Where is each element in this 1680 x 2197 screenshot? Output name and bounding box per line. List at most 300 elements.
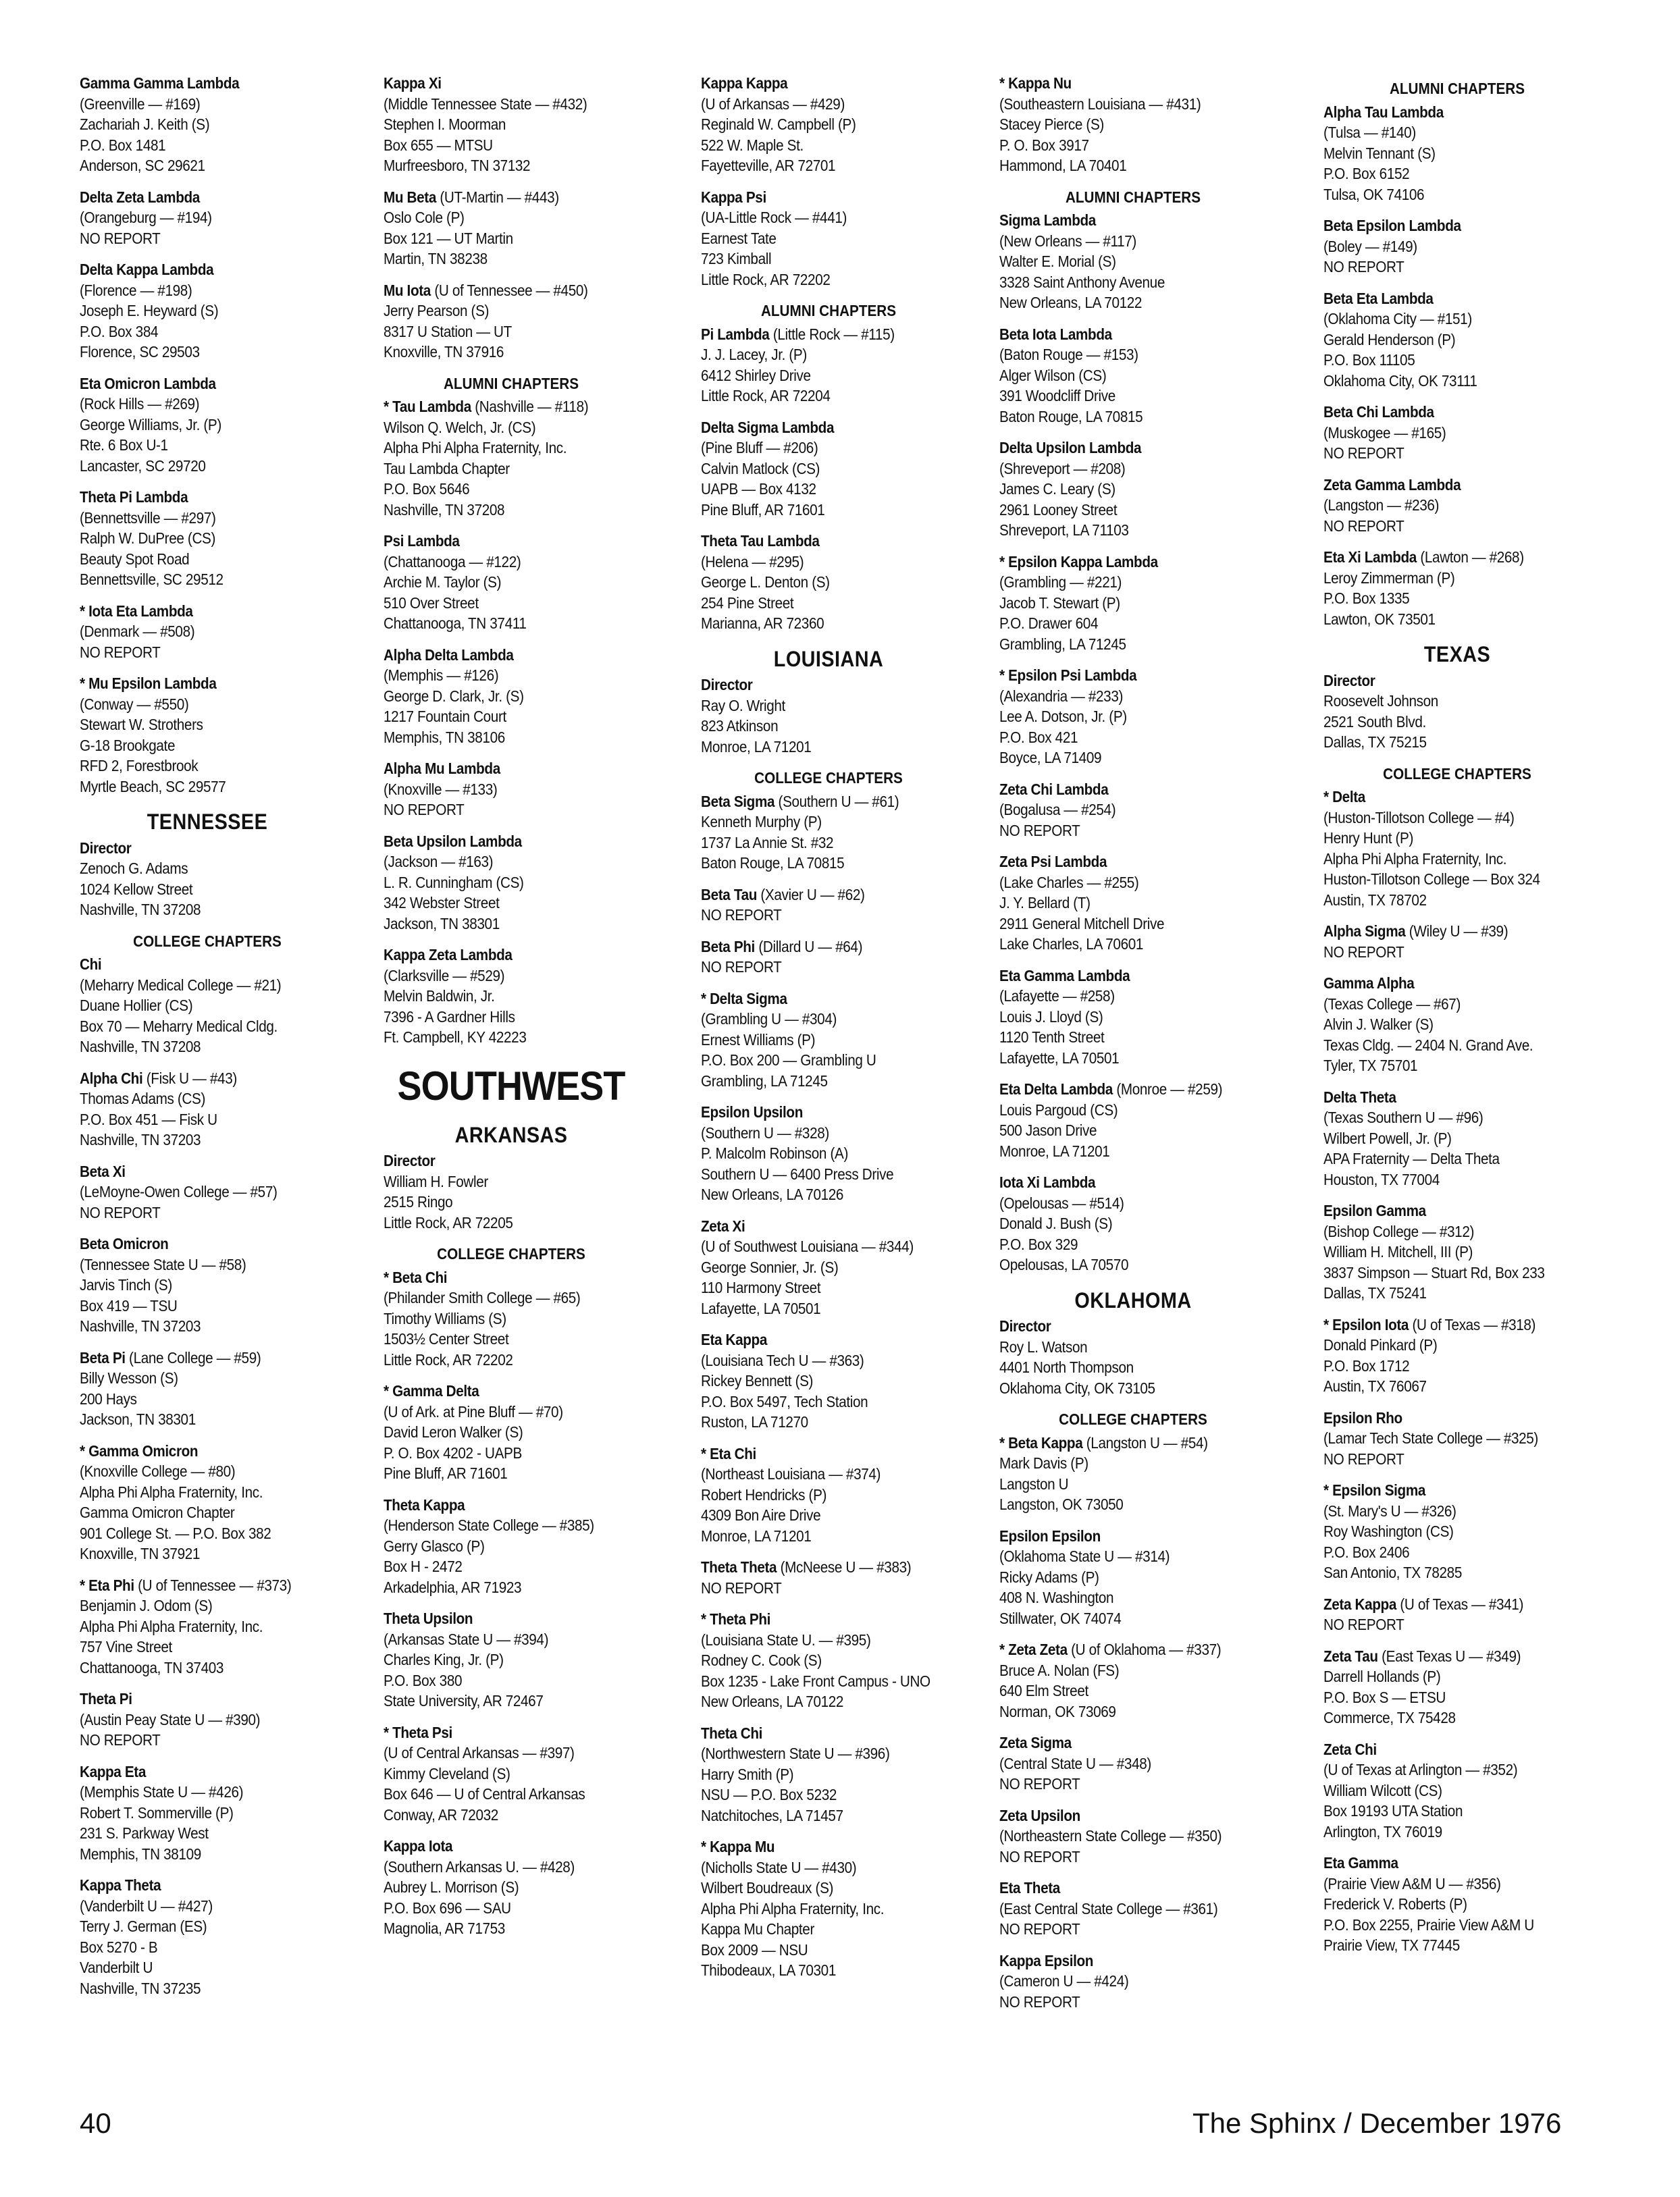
chapter-detail-line: Joseph E. Heyward (S) <box>80 302 219 319</box>
chapter-detail-line: Stephen I. Moorman <box>384 115 506 133</box>
chapter-number: (U of Tennessee — #373) <box>134 1576 292 1594</box>
chapter-heading-line <box>1323 1087 1591 1108</box>
chapter-detail-line: Opelousas, LA 70570 <box>999 1256 1129 1273</box>
chapter-detail-line: Alpha Phi Alpha Fraternity, Inc. <box>80 1483 263 1501</box>
chapter-detail-line: Gerry Glasco (P) <box>384 1537 485 1555</box>
chapter-name: * Beta Kappa <box>999 1433 1083 1452</box>
chapter-name: Kappa Epsilon <box>999 1951 1094 1969</box>
chapter-name: Gamma Gamma Lambda <box>80 74 240 92</box>
chapter-detail-line: Baton Rouge, LA 70815 <box>701 854 845 872</box>
chapter-detail-line: Dallas, TX 75241 <box>1323 1284 1427 1302</box>
chapter-detail-line: 510 Over Street <box>384 593 479 612</box>
chapter-detail-line: Knoxville, TN 37916 <box>384 343 504 361</box>
chapter-heading-line <box>701 1216 956 1237</box>
chapter-entry <box>80 1441 335 1564</box>
chapter-name: Eta Gamma Lambda <box>999 966 1130 984</box>
chapter-detail-line: Archie M. Taylor (S) <box>384 573 502 591</box>
director-detail-line: Roosevelt Johnson <box>1323 692 1438 710</box>
chapter-detail-line: (Pine Bluff — #206) <box>701 439 818 456</box>
chapter-detail-line: Monroe, LA 71201 <box>701 1527 812 1545</box>
chapter-heading-line <box>80 673 335 694</box>
chapter-name: Delta Sigma Lambda <box>701 418 835 436</box>
chapter-detail-line: Langston U <box>999 1475 1069 1493</box>
chapter-detail-line: (LeMoyne-Owen College — #57) <box>80 1183 278 1200</box>
chapter-name: Beta Tau <box>701 885 758 903</box>
chapter-detail-line: L. R. Cunningham (CS) <box>384 873 524 891</box>
chapter-detail-line: Aubrey L. Morrison (S) <box>384 1878 519 1896</box>
chapter-detail-line: (Northwestern State U — #396) <box>701 1745 890 1762</box>
chapter-detail-line: NO REPORT <box>1323 943 1405 961</box>
chapter-heading-line <box>999 210 1267 231</box>
chapter-number: (UT-Martin — #443) <box>436 188 559 206</box>
chapter-detail-line: (Texas College — #67) <box>1323 995 1461 1013</box>
chapter-entry <box>701 1102 956 1205</box>
chapter-detail-line: Marianna, AR 72360 <box>701 614 824 632</box>
chapter-detail-line: (Knoxville College — #80) <box>80 1462 236 1480</box>
chapter-heading-line <box>999 665 1267 686</box>
chapter-name: * Kappa Nu <box>999 74 1072 92</box>
chapter-name: Epsilon Rho <box>1323 1408 1402 1427</box>
chapter-detail-line: Gerald Henderson (P) <box>1323 330 1456 348</box>
chapter-heading-line <box>80 373 335 394</box>
chapter-name: Theta Upsilon <box>384 1610 473 1627</box>
chapter-number: (Langston U — #54) <box>1082 1433 1208 1452</box>
director-detail-line: Dallas, TX 75215 <box>1323 733 1427 751</box>
chapter-detail-line: Ricky Adams (P) <box>999 1568 1099 1586</box>
chapter-detail-line: Thibodeaux, LA 70301 <box>701 1961 836 1979</box>
section-subheading: COLLEGE CHAPTERS <box>1383 764 1531 783</box>
chapter-detail-line: Box 646 — U of Central Arkansas <box>384 1785 585 1803</box>
chapter-detail-line: NO REPORT <box>1323 1616 1405 1633</box>
chapter-detail-line: Nashville, TN 37208 <box>80 1038 201 1055</box>
chapter-detail-line: Florence, SC 29503 <box>80 343 200 361</box>
chapter-detail-line: Lancaster, SC 29720 <box>80 456 206 475</box>
chapter-entry <box>701 791 956 874</box>
chapter-entry <box>80 73 335 176</box>
chapter-detail-line: (Boley — #149) <box>1323 237 1417 255</box>
chapter-detail-line: Baton Rouge, LA 70815 <box>999 407 1143 425</box>
director-label: Director <box>701 676 753 693</box>
chapter-heading-line <box>80 954 335 975</box>
chapter-detail-line: NO REPORT <box>701 1579 782 1597</box>
chapter-number: (U of Oklahoma — #337) <box>1067 1641 1222 1658</box>
chapter-detail-line: (Southern U — #328) <box>701 1123 829 1142</box>
chapter-detail-line: (Clarksville — #529) <box>384 966 505 984</box>
chapter-detail-line: Oslo Cole (P) <box>384 209 465 226</box>
chapter-entry <box>80 1762 335 1865</box>
chapter-detail-line: (East Central State College — #361) <box>999 1899 1218 1917</box>
chapter-detail-line: Box 121 — UT Martin <box>384 229 513 247</box>
chapter-detail-line: 110 Harmony Street <box>701 1279 821 1296</box>
chapter-detail-line: (Chattanooga — #122) <box>384 552 521 571</box>
chapter-name: Kappa Psi <box>701 188 766 206</box>
chapter-heading-line <box>384 280 639 301</box>
chapter-detail-line: NO REPORT <box>999 821 1080 839</box>
director-detail-line: 4401 North Thompson <box>999 1358 1134 1376</box>
chapter-detail-line: Stillwater, OK 74074 <box>999 1609 1122 1627</box>
chapter-heading-line <box>384 645 639 666</box>
chapter-heading-line <box>384 531 639 552</box>
chapter-detail-line: NO REPORT <box>701 906 782 924</box>
chapter-detail-line: William H. Mitchell, III (P) <box>1323 1243 1473 1261</box>
chapter-name: * Delta <box>1323 788 1365 805</box>
chapter-name: Beta Phi <box>701 937 755 955</box>
chapter-detail-line: New Orleans, LA 70122 <box>999 294 1143 311</box>
chapter-number: (East Texas U — #349) <box>1377 1647 1521 1665</box>
chapter-detail-line: Billy Wesson (S) <box>80 1369 178 1387</box>
chapter-detail-line: Box H - 2472 <box>384 1558 463 1575</box>
chapter-detail-line: (Oklahoma State U — #314) <box>999 1547 1170 1565</box>
chapter-heading-line <box>1323 288 1591 309</box>
chapter-number: (Dillard U — #64) <box>754 937 863 955</box>
chapter-heading-line <box>1323 215 1591 236</box>
director-detail-line: Zenoch G. Adams <box>80 859 188 877</box>
chapter-heading-line <box>701 417 956 438</box>
chapter-detail-line: (Vanderbilt U — #427) <box>80 1897 213 1915</box>
chapter-heading-line <box>999 779 1267 800</box>
chapter-entry <box>999 665 1267 768</box>
chapter-detail-line: P.O. Box 384 <box>80 322 159 340</box>
chapter-entry <box>999 438 1267 541</box>
chapter-entry <box>999 851 1267 955</box>
chapter-detail-line: (New Orleans — #117) <box>999 232 1136 250</box>
chapter-detail-line: Lafayette, LA 70501 <box>701 1299 821 1317</box>
chapter-detail-line: (Bogalusa — #254) <box>999 801 1116 818</box>
chapter-entry <box>80 1348 335 1430</box>
chapter-detail-line: Texas Cldg. — 2404 N. Grand Ave. <box>1323 1036 1533 1054</box>
chapter-detail-line: (Langston — #236) <box>1323 496 1440 514</box>
director-detail-line: 2515 Ringo <box>384 1193 453 1211</box>
chapter-detail-line: 640 Elm Street <box>999 1682 1088 1699</box>
chapter-detail-line: 1120 Tenth Street <box>999 1028 1105 1046</box>
chapter-detail-line: Chattanooga, TN 37403 <box>80 1658 224 1676</box>
chapter-name: Zeta Chi <box>1323 1740 1377 1758</box>
chapter-detail-line: Ernest Williams (P) <box>701 1030 816 1049</box>
chapter-detail-line: Austin, TX 76067 <box>1323 1377 1427 1395</box>
chapter-detail-line: Terry J. German (ES) <box>80 1917 207 1935</box>
chapter-detail-line: 3837 Simpson — Stuart Rd, Box 233 <box>1323 1263 1545 1281</box>
column-3 <box>701 73 956 1992</box>
chapter-heading-line <box>701 1723 956 1744</box>
chapter-heading-line <box>999 1878 1267 1899</box>
chapter-detail-line: RFD 2, Forestbrook <box>80 757 199 774</box>
chapter-detail-line: Wilbert Powell, Jr. (P) <box>1323 1129 1452 1147</box>
chapter-name: * Epsilon Psi Lambda <box>999 666 1137 684</box>
chapter-detail-line: Box 5270 - B <box>80 1938 158 1956</box>
chapter-detail-line: P.O. Box 1335 <box>1323 589 1410 607</box>
chapter-number: (Little Rock — #115) <box>769 325 895 343</box>
chapter-detail-line: Robert T. Sommerville (P) <box>80 1803 234 1822</box>
chapter-detail-line: (Northeastern State College — #350) <box>999 1827 1222 1845</box>
chapter-name: Delta Kappa Lambda <box>80 261 214 278</box>
chapter-heading-line <box>384 758 639 779</box>
chapter-heading-line <box>80 1234 335 1254</box>
chapter-detail-line: Donald J. Bush (S) <box>999 1215 1113 1232</box>
chapter-detail-line: Benjamin J. Odom (S) <box>80 1597 213 1614</box>
chapter-detail-line: Bennettsville, SC 29512 <box>80 571 224 588</box>
chapter-detail-line: George D. Clark, Jr. (S) <box>384 687 524 705</box>
chapter-detail-line: Wilson Q. Welch, Jr. (CS) <box>384 418 536 436</box>
chapter-heading-line <box>701 1557 956 1578</box>
chapter-detail-line: 757 Vine Street <box>80 1638 172 1656</box>
chapter-entry <box>999 965 1267 1069</box>
chapter-detail-line: Shreveport, LA 71103 <box>999 521 1129 539</box>
chapter-detail-line: Jackson, TN 38301 <box>384 914 500 932</box>
publication-footer: The Sphinx / December 1976 <box>1192 2107 1562 2139</box>
chapter-name: * Iota Eta Lambda <box>80 602 193 620</box>
chapter-entry <box>384 1608 639 1712</box>
chapter-heading-line <box>1323 1646 1591 1667</box>
chapter-detail-line: Louis J. Lloyd (S) <box>999 1007 1103 1026</box>
chapter-name: Sigma Lambda <box>999 211 1096 229</box>
chapter-detail-line: Pine Bluff, AR 71601 <box>384 1464 508 1482</box>
chapter-detail-line: 6412 Shirley Drive <box>701 366 811 384</box>
chapter-detail-line: 522 W. Maple St. <box>701 136 804 154</box>
region-heading: SOUTHWEST <box>397 1063 625 1109</box>
chapter-entry <box>999 1805 1267 1868</box>
chapter-detail-line: NO REPORT <box>80 229 161 247</box>
chapter-detail-line: San Antonio, TX 78285 <box>1323 1564 1462 1581</box>
chapter-detail-line: Kimmy Cleveland (S) <box>384 1764 510 1782</box>
chapter-name: Epsilon Gamma <box>1323 1202 1426 1219</box>
chapter-heading-line <box>999 1951 1267 1971</box>
chapter-entry <box>1323 1200 1591 1304</box>
chapter-detail-line: P.O. Box 5497, Tech Station <box>701 1392 868 1410</box>
chapter-entry <box>384 1495 639 1598</box>
chapter-name: * Theta Psi <box>384 1723 452 1741</box>
chapter-detail-line: 231 S. Parkway West <box>80 1824 209 1842</box>
chapter-detail-line: Nashville, TN 37208 <box>384 500 505 519</box>
chapter-number: (Fisk U — #43) <box>142 1069 237 1087</box>
chapter-entry <box>80 601 335 663</box>
chapter-name: Mu Beta <box>384 188 436 206</box>
chapter-heading-line <box>384 396 639 417</box>
chapter-detail-line: 391 Woodcliff Drive <box>999 387 1115 404</box>
chapter-heading-line <box>80 1441 335 1462</box>
chapter-detail-line: Leroy Zimmerman (P) <box>1323 568 1455 587</box>
chapter-detail-line: (Southeastern Louisiana — #431) <box>999 95 1201 113</box>
chapter-name: Kappa Theta <box>80 1876 161 1894</box>
chapter-detail-line: 200 Hays <box>80 1389 137 1408</box>
chapter-entry <box>1323 973 1591 1076</box>
chapter-name: Zeta Kappa <box>1323 1595 1396 1613</box>
director-detail-line: Nashville, TN 37208 <box>80 901 201 918</box>
chapter-heading-line <box>701 936 956 957</box>
chapter-detail-line: New Orleans, LA 70126 <box>701 1186 844 1203</box>
column-4 <box>999 73 1267 2023</box>
chapter-detail-line: (Baton Rouge — #153) <box>999 346 1138 363</box>
chapter-detail-line: (Prairie View A&M U — #356) <box>1323 1874 1501 1892</box>
chapter-detail-line: P. Malcolm Robinson (A) <box>701 1144 848 1162</box>
chapter-detail-line: Arlington, TX 76019 <box>1323 1822 1442 1841</box>
chapter-detail-line: P.O. Box 6152 <box>1323 165 1410 182</box>
chapter-name: Eta Xi Lambda <box>1323 548 1417 566</box>
chapter-number: (U of Tennessee — #450) <box>430 281 588 299</box>
chapter-entry <box>384 1267 639 1371</box>
chapter-detail-line: Grambling, LA 71245 <box>999 635 1126 653</box>
chapter-detail-line: Ralph W. DuPree (CS) <box>80 529 216 547</box>
section-subheading: ALUMNI CHAPTERS <box>1389 80 1525 97</box>
chapter-name: Zeta Upsilon <box>999 1806 1080 1824</box>
chapter-detail-line: (Bennettsville — #297) <box>80 508 216 527</box>
chapter-detail-line: Thomas Adams (CS) <box>80 1090 205 1107</box>
chapter-name: * Epsilon Kappa Lambda <box>999 552 1158 571</box>
chapter-detail-line: 3328 Saint Anthony Avenue <box>999 273 1165 291</box>
chapter-detail-line: Roy Washington (CS) <box>1323 1523 1454 1540</box>
chapter-name: * Epsilon Iota <box>1323 1315 1409 1333</box>
column-5 <box>1323 73 1591 1967</box>
chapter-detail-line: George Sonnier, Jr. (S) <box>701 1258 839 1276</box>
chapter-detail-line: Memphis, TN 38106 <box>384 728 505 746</box>
chapter-heading-line <box>80 187 335 208</box>
chapter-entry <box>701 417 956 521</box>
chapter-detail-line: NO REPORT <box>999 1992 1080 2011</box>
director-label: Director <box>80 839 132 857</box>
chapter-detail-line: Chattanooga, TN 37411 <box>384 614 527 632</box>
chapter-heading-line <box>384 1722 639 1743</box>
chapter-entry <box>701 1723 956 1826</box>
chapter-heading-line <box>80 1689 335 1710</box>
chapter-entry <box>80 1875 335 1999</box>
chapter-entry <box>384 645 639 748</box>
chapter-detail-line: Lee A. Dotson, Jr. (P) <box>999 708 1127 725</box>
chapter-detail-line: Duane Hollier (CS) <box>80 997 193 1014</box>
chapter-detail-line: Box 19193 UTA Station <box>1323 1802 1463 1820</box>
chapter-entry <box>80 259 335 363</box>
chapter-detail-line: Alger Wilson (CS) <box>999 366 1107 384</box>
chapter-heading-line <box>384 1495 639 1516</box>
chapter-heading-line <box>701 1609 956 1630</box>
chapter-name: Beta Upsilon Lambda <box>384 832 522 850</box>
chapter-detail-line: Ft. Campbell, KY 42223 <box>384 1028 527 1046</box>
chapter-heading-line <box>1323 547 1591 568</box>
chapter-detail-line: (Opelousas — #514) <box>999 1194 1124 1212</box>
chapter-heading-line <box>384 1836 639 1857</box>
chapter-name: Kappa Kappa <box>701 74 788 92</box>
chapter-detail-line: Gamma Omicron Chapter <box>80 1504 235 1521</box>
chapter-detail-line: George Williams, Jr. (P) <box>80 415 221 433</box>
chapter-number: (Nashville — #118) <box>471 398 589 415</box>
state-heading: LOUISIANA <box>773 646 884 671</box>
chapter-entry <box>701 936 956 978</box>
chapter-detail-line: 7396 - A Gardner Hills <box>384 1007 515 1026</box>
chapter-detail-line: 2961 Looney Street <box>999 500 1118 519</box>
chapter-name: Theta Pi <box>80 1690 132 1708</box>
chapter-detail-line: 342 Webster Street <box>384 894 500 911</box>
chapter-entry <box>701 324 956 406</box>
chapter-detail-line: P. O. Box 3917 <box>999 136 1089 154</box>
chapter-name: Eta Kappa <box>701 1331 767 1348</box>
chapter-name: * Beta Chi <box>384 1268 448 1286</box>
director-detail-line: Little Rock, AR 72205 <box>384 1213 513 1232</box>
chapter-detail-line: Lawton, OK 73501 <box>1323 610 1436 628</box>
chapter-heading-line <box>384 831 639 852</box>
chapter-detail-line: 8317 U Station — UT <box>384 322 512 340</box>
chapter-name: Zeta Psi Lambda <box>999 853 1107 870</box>
chapter-name: Beta Chi Lambda <box>1323 403 1434 421</box>
chapter-heading-line <box>999 438 1267 458</box>
chapter-detail-line: Memphis, TN 38109 <box>80 1845 201 1863</box>
state-director <box>999 1316 1267 1398</box>
chapter-name: Theta Tau Lambda <box>701 532 820 550</box>
chapter-heading-line <box>701 531 956 552</box>
chapter-detail-line: NO REPORT <box>1323 517 1405 535</box>
chapter-detail-line: 723 Kimball <box>701 250 772 267</box>
chapter-name: * Tau Lambda <box>384 398 471 415</box>
page-number: 40 <box>80 2107 111 2139</box>
chapter-name: Theta Theta <box>701 1558 777 1576</box>
chapter-name: Alpha Sigma <box>1323 922 1406 940</box>
chapter-detail-line: P.O. Box 696 — SAU <box>384 1899 511 1917</box>
chapter-entry <box>999 1433 1267 1515</box>
chapter-entry <box>80 487 335 590</box>
chapter-detail-line: (Lafayette — #258) <box>999 987 1115 1005</box>
chapter-detail-line: Norman, OK 73069 <box>999 1702 1116 1720</box>
director-detail-line: 1024 Kellow Street <box>80 880 193 898</box>
chapter-entry <box>701 1216 956 1319</box>
chapter-heading-line <box>701 1444 956 1464</box>
chapter-detail-line: Jerry Pearson (S) <box>384 302 490 319</box>
chapter-detail-line: (Tennessee State U — #58) <box>80 1255 246 1273</box>
chapter-heading-line <box>1323 1739 1591 1760</box>
chapter-entry <box>999 779 1267 841</box>
chapter-entry <box>80 187 335 249</box>
chapter-entry <box>1323 1646 1591 1728</box>
chapter-entry <box>999 1526 1267 1629</box>
chapter-name: Epsilon Upsilon <box>701 1103 804 1121</box>
chapter-detail-line: Box 70 — Meharry Medical Cldg. <box>80 1017 278 1035</box>
chapter-name: Theta Chi <box>701 1724 763 1742</box>
chapter-detail-line: P.O. Box 451 — Fisk U <box>80 1110 217 1128</box>
chapter-detail-line: Little Rock, AR 72204 <box>701 387 831 404</box>
chapter-name: Beta Epsilon Lambda <box>1323 217 1461 234</box>
chapter-detail-line: Box 655 — MTSU <box>384 136 493 154</box>
chapter-detail-line: Huston-Tillotson College — Box 324 <box>1323 870 1540 888</box>
chapter-detail-line: Nashville, TN 37235 <box>80 1979 201 1997</box>
chapter-detail-line: Lake Charles, LA 70601 <box>999 935 1144 953</box>
chapter-detail-line: Bruce A. Nolan (FS) <box>999 1661 1120 1679</box>
chapter-heading-line <box>80 1875 335 1896</box>
chapter-heading-line <box>1323 475 1591 496</box>
chapter-entry <box>999 324 1267 427</box>
chapter-name: * Eta Chi <box>701 1444 756 1462</box>
chapter-detail-line: APA Fraternity — Delta Theta <box>1323 1150 1500 1167</box>
chapter-number: (U of Texas — #318) <box>1409 1315 1536 1333</box>
chapter-name: Psi Lambda <box>384 532 460 550</box>
chapter-detail-line: (Nicholls State U — #430) <box>701 1858 857 1876</box>
chapter-heading-line <box>999 552 1267 573</box>
chapter-name: Beta Omicron <box>80 1235 169 1252</box>
chapter-detail-line: Magnolia, AR 71753 <box>384 1920 505 1937</box>
director-label: Director <box>999 1317 1051 1335</box>
chapter-detail-line: P.O. Drawer 604 <box>999 614 1099 632</box>
chapter-detail-line: NO REPORT <box>999 1775 1080 1793</box>
chapter-detail-line: NO REPORT <box>1323 444 1405 462</box>
chapter-detail-line: (Oklahoma City — #151) <box>1323 310 1472 327</box>
chapter-detail-line: Charles King, Jr. (P) <box>384 1651 504 1668</box>
chapter-detail-line: (Jackson — #163) <box>384 853 494 870</box>
chapter-detail-line: P.O. Box S — ETSU <box>1323 1688 1446 1706</box>
chapter-detail-line: (Grambling U — #304) <box>701 1010 837 1028</box>
chapter-heading-line <box>384 1381 639 1402</box>
chapter-detail-line: Vanderbilt U <box>80 1959 153 1976</box>
chapter-name: Delta Theta <box>1323 1088 1396 1106</box>
chapter-name: Kappa Eta <box>80 1762 146 1780</box>
chapter-detail-line: 1503½ Center Street <box>384 1330 509 1348</box>
chapter-detail-line: Houston, TX 77004 <box>1323 1170 1440 1188</box>
chapter-detail-line: Boyce, LA 71409 <box>999 749 1102 766</box>
chapter-name: Kappa Xi <box>384 74 442 92</box>
